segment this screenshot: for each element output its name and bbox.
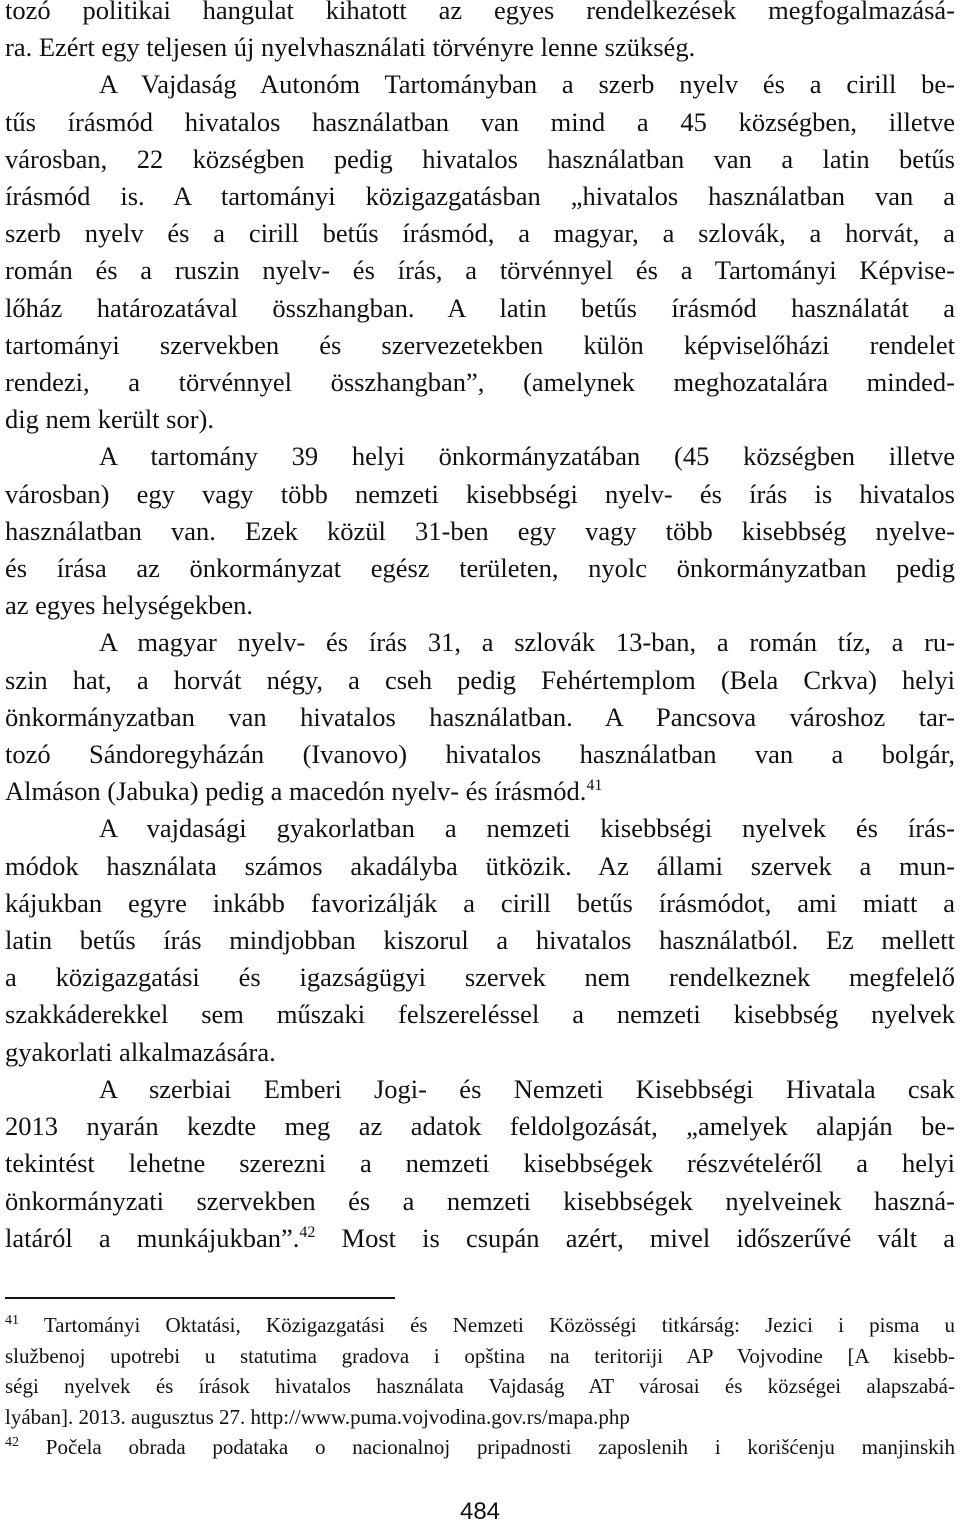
text-line: rendezi, a törvénnyel összhangban”, (amelynek meghozatalára minded- xyxy=(5,367,955,398)
text-line: írásmód is. A tartományi közigazgatásban „hivatalos használatban van a xyxy=(5,181,955,212)
text-line: szerb nyelv és a cirill betűs írásmód, a magyar, a szlovák, a horvát, a xyxy=(5,218,955,249)
text-line: és írása az önkormányzat egész területen, nyolc önkormányzatban pedig xyxy=(5,553,955,584)
text-line: szin hat, a horvát négy, a cseh pedig Fehértemplom (Bela Crkva) helyi xyxy=(5,664,955,695)
text-line: dig nem került sor). xyxy=(5,404,215,435)
page-number: 484 xyxy=(459,1498,501,1525)
footnote-number-41: 41 xyxy=(5,1313,19,1328)
text-segment: Almáson (Jabuka) pedig a macedón nyelv- és írásmód. xyxy=(5,776,587,807)
footnote-42-line xyxy=(5,1432,955,1463)
text-line: ra. Ezért egy teljesen új nyelvhasználati törvényre lenne szükség. xyxy=(5,32,696,63)
paragraph-first-line: A magyar nyelv- és írás 31, a szlovák 13-ban, a román tíz, a ru- xyxy=(99,627,955,658)
text-line: 2013 nyarán kezdte meg az adatok feldolgozását, „amelyek alapján be- xyxy=(5,1111,955,1142)
footnote-number-42: 42 xyxy=(5,1435,19,1450)
text-segment: Most is csupán azért, mivel időszerűvé vált a xyxy=(315,1222,955,1253)
text-line: gyakorlati alkalmazására. xyxy=(5,1036,276,1067)
footnote-url-line[interactable]: lyában]. 2013. augusztus 27. http://www.puma.vojvodina.gov.rs/mapa.php xyxy=(5,1404,630,1429)
footnote-text: službenoj upotrebi u statutima gradova i opština na teritoriji AP Vojvodine [A kisebb- xyxy=(5,1343,955,1368)
text-line: tozó Sándoregyházán (Ivanovo) hivatalos használatban van a bolgár, xyxy=(5,739,955,770)
text-line: szakkáderekkel sem műszaki felszereléssel a nemzeti kisebbség nyelvek xyxy=(5,999,955,1030)
document-page xyxy=(5,0,955,1525)
text-line: önkormányzatban van hivatalos használatban. A Pancsova városhoz tar- xyxy=(5,701,955,732)
text-line: tekintést lehetne szerezni a nemzeti kisebbségek részvételéről a helyi xyxy=(5,1148,955,1179)
text-line: kájukban egyre inkább favorizálják a cirill betűs írásmódot, ami miatt a xyxy=(5,887,955,918)
text-line: használatban van. Ezek közül 31-ben egy vagy több kisebbség nyelve- xyxy=(5,515,955,546)
text-segment: latáról a munkájukban”. xyxy=(5,1222,300,1253)
footnote-text: Počela obrada podataka o nacionalnoj pripadnosti zaposlenih i korišćenju manjinskih xyxy=(19,1435,955,1459)
footnote-text: ségi nyelvek és írások hivatalos használata Vajdaság AT városai és községei alapszabá- xyxy=(5,1374,955,1398)
footnote-reference-42[interactable]: 42 xyxy=(299,1223,316,1241)
text-line: városban, 22 községben pedig hivatalos használatban van a latin betűs xyxy=(5,143,955,174)
text-line: román és a ruszin nyelv- és írás, a törvénnyel és a Tartományi Képvise- xyxy=(5,255,955,286)
text-line: lőház határozatával összhangban. A latin betűs írásmód használatát a xyxy=(5,292,955,323)
text-line: latin betűs írás mindjobban kiszorul a hivatalos használatból. Ez mellett xyxy=(5,925,955,956)
paragraph-first-line: A Vajdaság Autonóm Tartományban a szerb nyelv és a cirill be- xyxy=(99,69,955,100)
text-line: önkormányzati szervekben és a nemzeti kisebbségek nyelveinek haszná- xyxy=(5,1185,955,1216)
footnote-text: Tartományi Oktatási, Közigazgatási és Nemzeti Közösségi titkárság: Jezici i pisma u xyxy=(19,1313,955,1337)
paragraph-first-line: A vajdasági gyakorlatban a nemzeti kisebbségi nyelvek és írás- xyxy=(99,813,955,844)
paragraph-first-line: A szerbiai Emberi Jogi- és Nemzeti Kisebbségi Hivatala csak xyxy=(99,1073,955,1104)
text-line: tartományi szervekben és szervezetekben külön képviselőházi rendelet xyxy=(5,329,955,360)
footnote-reference-41[interactable]: 41 xyxy=(586,777,603,795)
footnote-41-line xyxy=(5,1310,955,1341)
footnotes xyxy=(5,1310,955,1463)
text-line: az egyes helységekben. xyxy=(5,590,253,621)
body-text xyxy=(5,0,955,1257)
text-line: módok használata számos akadályba ütközik. Az állami szervek a mun- xyxy=(5,850,955,881)
footnote-separator xyxy=(5,1297,395,1299)
text-line: tozó politikai hangulat kihatott az egyes rendelkezések megfogalmazásá- xyxy=(5,0,955,25)
paragraph-first-line: A tartomány 39 helyi önkormányzatában (45 községben illetve xyxy=(99,441,955,472)
text-line: a közigazgatási és igazságügyi szervek nem rendelkeznek megfelelő xyxy=(5,962,955,993)
text-line: városban) egy vagy több nemzeti kisebbségi nyelv- és írás is hivatalos xyxy=(5,478,955,509)
text-line: tűs írásmód hivatalos használatban van mind a 45 községben, illetve xyxy=(5,106,955,137)
text-line-with-footnote xyxy=(5,773,955,810)
text-line-with-footnote xyxy=(5,1220,955,1257)
